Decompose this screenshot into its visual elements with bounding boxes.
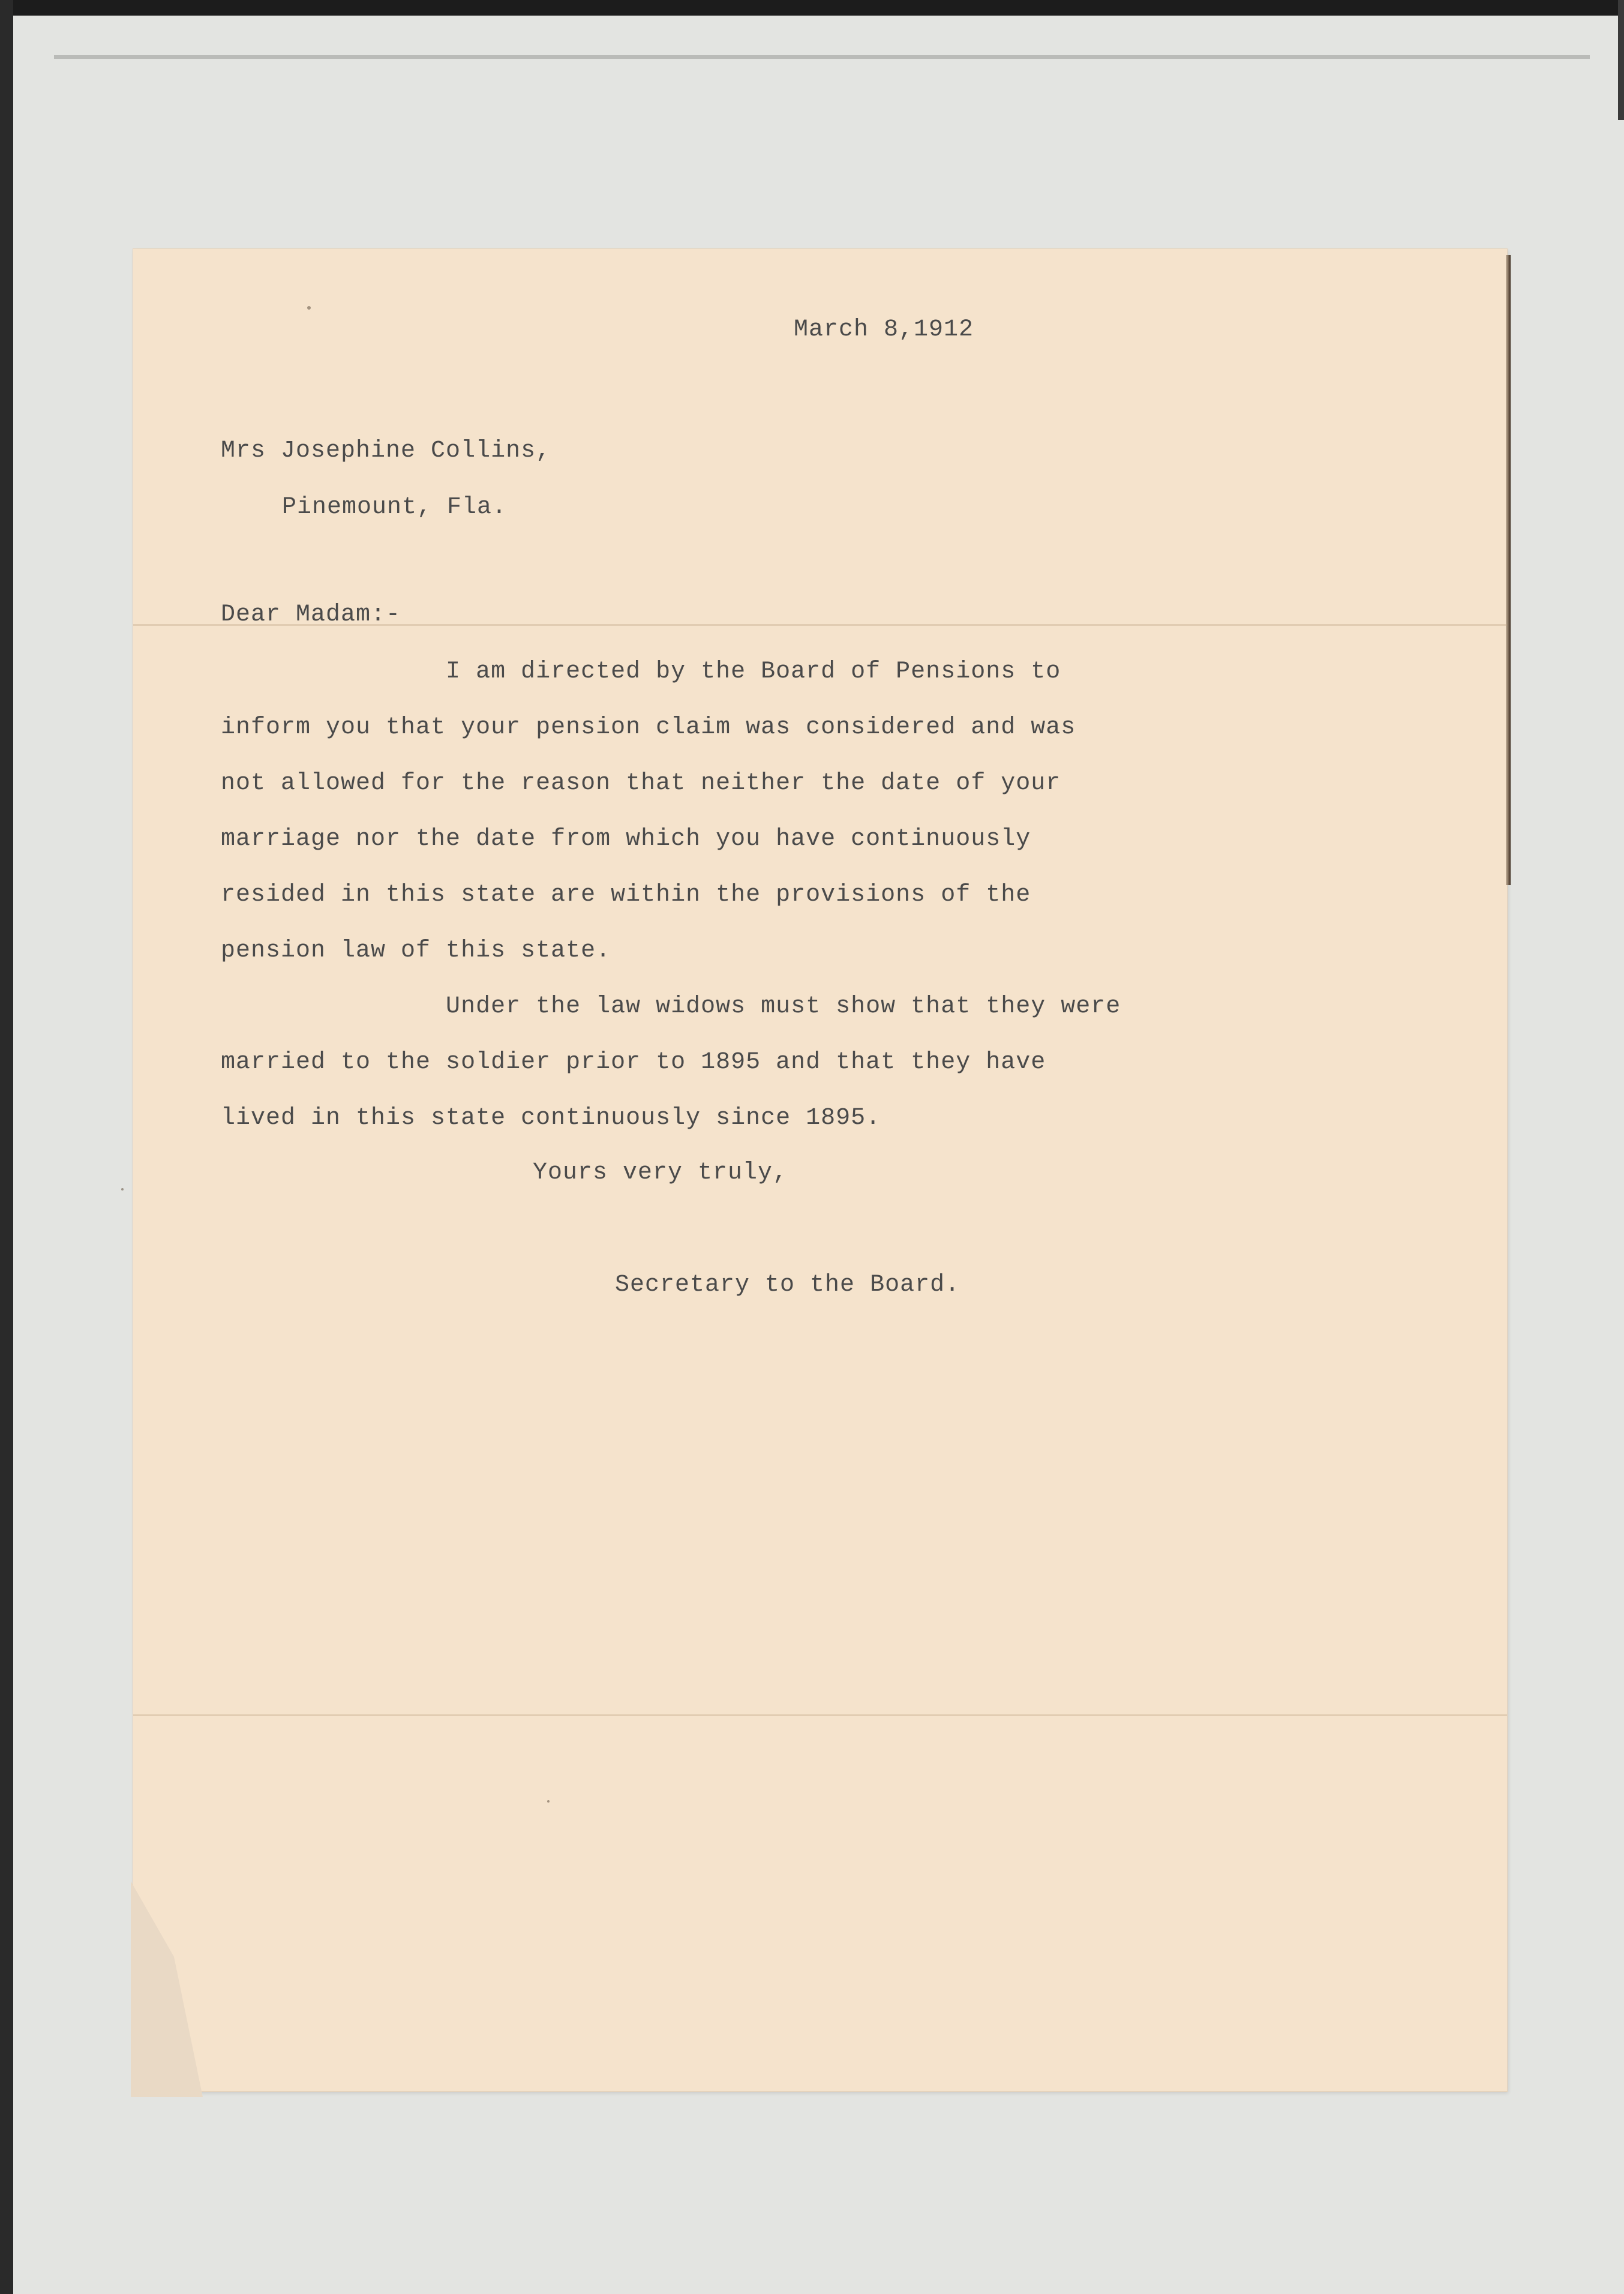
paper-speck: [121, 1188, 124, 1191]
body-line: not allowed for the reason that neither the date of your: [221, 770, 1061, 797]
body-line: marriage nor the date from which you have continuously: [221, 826, 1031, 853]
recipient-name: Mrs Josephine Collins,: [221, 437, 551, 464]
fold-crease: [133, 1714, 1507, 1716]
body-line: I am directed by the Board of Pensions to: [221, 658, 1061, 685]
body-line: Under the law widows must show that they were: [221, 993, 1121, 1020]
paper-speck: [547, 1800, 550, 1803]
paper-speck: [307, 306, 311, 310]
body-line: married to the soldier prior to 1895 and that they have: [221, 1049, 1046, 1076]
closing: Yours very truly,: [533, 1159, 788, 1186]
letter-sheet: [133, 249, 1507, 2091]
scanner-top-line: [54, 55, 1590, 59]
body-line: resided in this state are within the provisions of the: [221, 881, 1031, 908]
scanner-top-edge: [0, 0, 1624, 16]
body-line: lived in this state continuously since 1895.: [221, 1105, 881, 1132]
folded-corner: [131, 1881, 203, 2097]
recipient-location: Pinemount, Fla.: [282, 494, 508, 521]
body-line: pension law of this state.: [221, 937, 611, 964]
body-line: inform you that your pension claim was considered and was: [221, 714, 1076, 741]
signature-line: Secretary to the Board.: [615, 1272, 960, 1299]
salutation: Dear Madam:-: [221, 601, 401, 628]
sheet-edge-shadow: [1506, 255, 1511, 885]
letter-date: March 8,1912: [794, 316, 974, 343]
scanner-left-edge: [0, 0, 13, 2294]
scanner-right-edge: [1618, 0, 1624, 120]
